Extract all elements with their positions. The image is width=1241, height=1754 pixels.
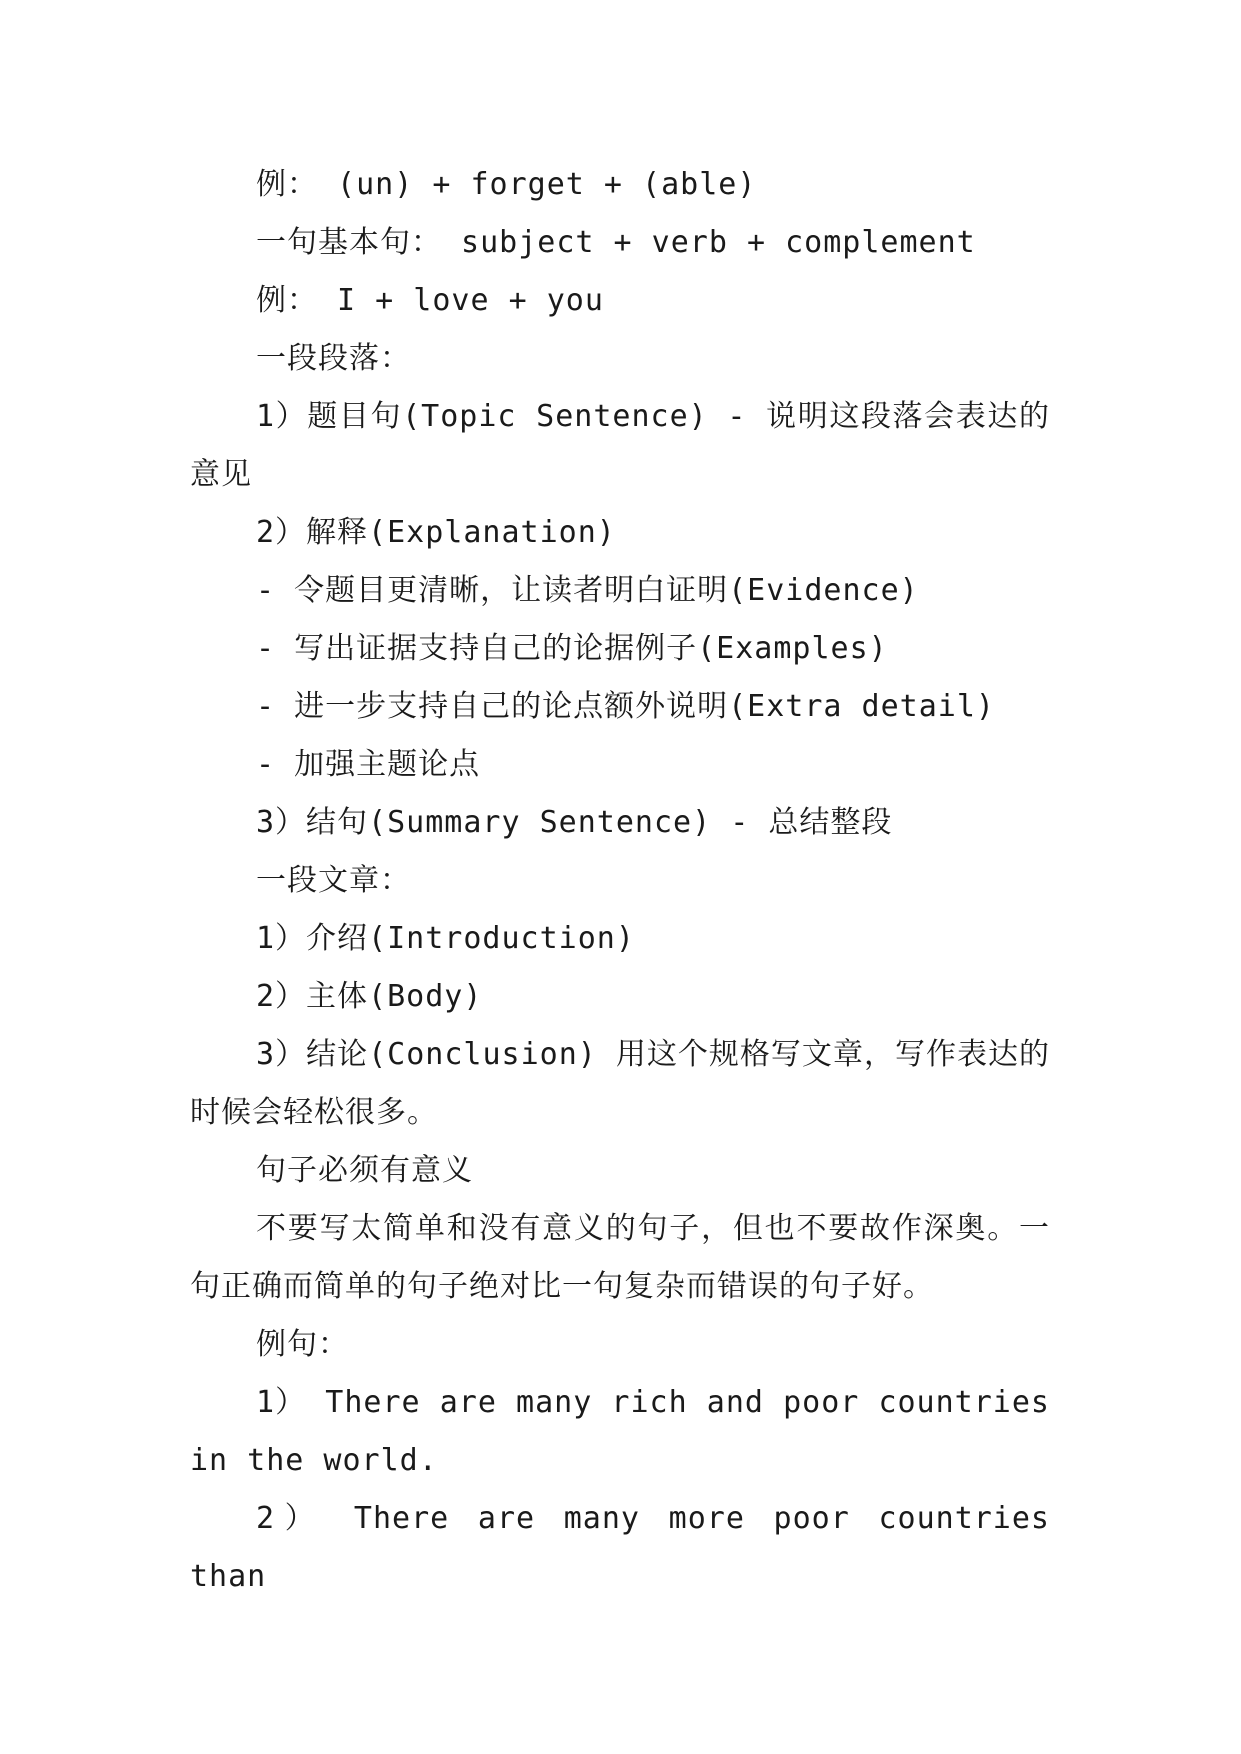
explanation-point-strengthen: - 加强主题论点 [256, 747, 481, 782]
explanation-point-examples: - 写出证据支持自己的论据例子(Examples) [256, 631, 888, 666]
example-sentence-2: 2） There are many more poor countries than [190, 1501, 1050, 1594]
advice-paragraph: 不要写太简单和没有意义的句子，但也不要故作深奥。一句正确而简单的句子绝对比一句复杂而错误的句子好。 [190, 1211, 1050, 1304]
paragraph-item-summary-sentence: 3）结句(Summary Sentence) - 总结整段 [256, 805, 893, 840]
paragraph-heading: 一段段落： [256, 341, 411, 376]
essay-item-body: 2）主体(Body) [256, 979, 483, 1014]
essay-item-conclusion: 3）结论(Conclusion) 用这个规格写文章，写作表达的时候会轻松很多。 [190, 1037, 1050, 1130]
paragraph-item-explanation: 2）解释(Explanation) [256, 515, 616, 550]
basic-sentence-formula: 一句基本句： subject + verb + complement [256, 225, 976, 260]
example-basic-sentence: 例： I + love + you [256, 283, 604, 318]
essay-item-introduction: 1）介绍(Introduction) [256, 921, 635, 956]
document-body [190, 156, 1050, 1606]
explanation-point-extra-detail: - 进一步支持自己的论点额外说明(Extra detail) [256, 689, 995, 724]
paragraph-item-topic-sentence: 1）题目句(Topic Sentence) - 说明这段落会表达的意见 [190, 399, 1050, 492]
example-sentence-1: 1） There are many rich and poor countries in the world. [190, 1385, 1050, 1478]
section-heading-meaningful-sentences: 句子必须有意义 [256, 1153, 473, 1188]
essay-heading: 一段文章： [256, 863, 411, 898]
explanation-point-evidence: - 令题目更清晰，让读者明白证明(Evidence) [256, 573, 919, 608]
example-word-formation: 例： (un) + forget + (able) [256, 167, 757, 202]
example-sentences-heading: 例句： [256, 1327, 349, 1362]
